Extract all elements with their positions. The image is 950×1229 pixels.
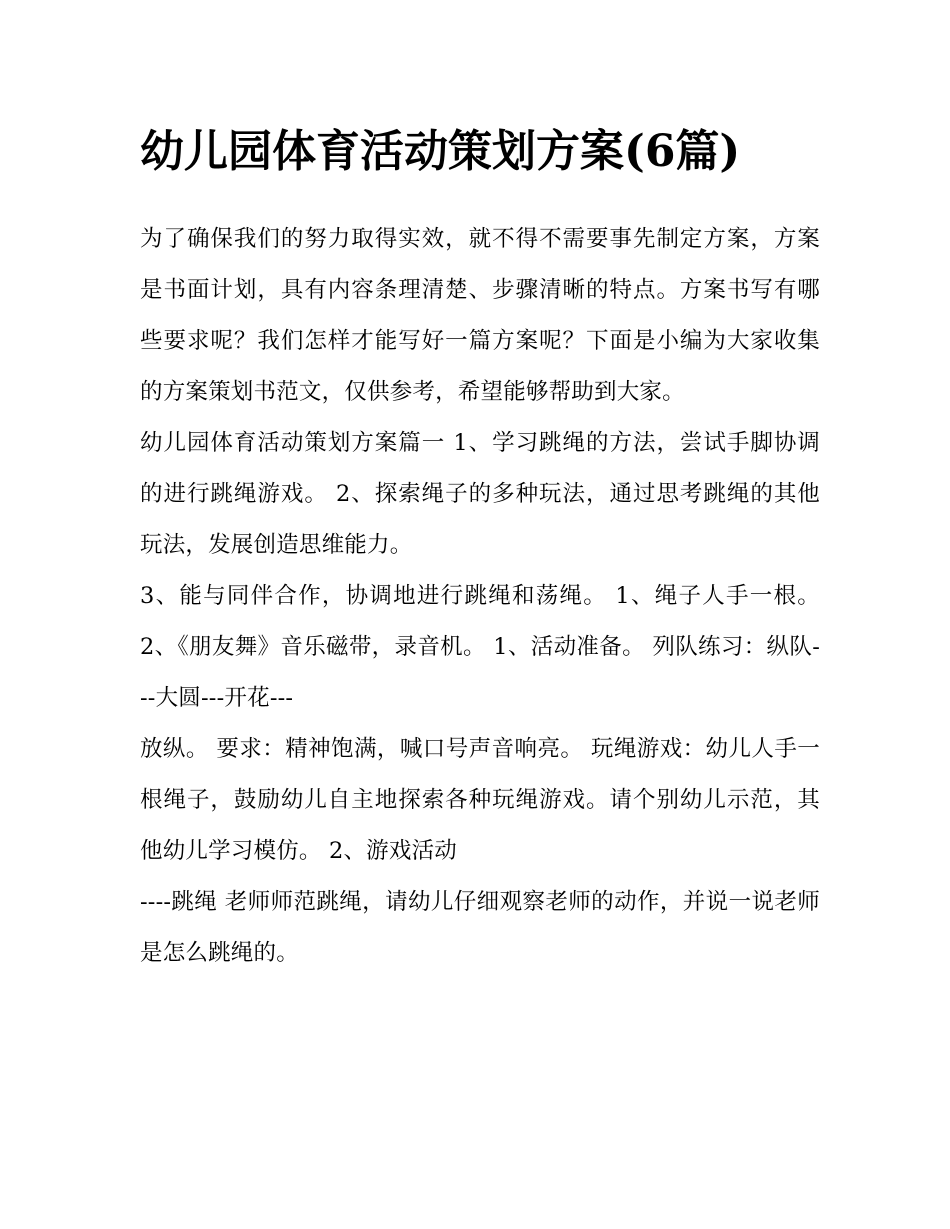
paragraph-jump-rope: ----跳绳 老师师范跳绳，请幼儿仔细观察老师的动作，并说一说老师是怎么跳绳的。 bbox=[140, 889, 820, 966]
paragraph-preparation: 3、能与同伴合作，协调地进行跳绳和荡绳。 1、绳子人手一根。 2、《朋友舞》音乐磁带，录音机。 1、活动准备。 列队练习：纵队---大圆---开花--- bbox=[140, 583, 820, 711]
paragraph-activity: 放纵。 要求：精神饱满，喊口号声音响亮。 玩绳游戏：幼儿人手一根绳子，鼓励幼儿自主地探索各种玩绳游戏。请个别幼儿示范，其他幼儿学习模仿。 2、游戏活动 bbox=[140, 736, 820, 864]
document-title: 幼儿园体育活动策划方案(6篇) bbox=[140, 126, 741, 177]
paragraph-goals: 幼儿园体育活动策划方案篇一 1、学习跳绳的方法，尝试手脚协调的进行跳绳游戏。 2、探索绳子的多种玩法，通过思考跳绳的其他玩法，发展创造思维能力。 bbox=[140, 430, 820, 558]
paragraph-intro: 为了确保我们的努力取得实效，就不得不需要事先制定方案，方案是书面计划，具有内容条理清楚、步骤清晰的特点。方案书写有哪些要求呢？我们怎样才能写好一篇方案呢？下面是小编为大家收集的方案策划书范文，仅供参考，希望能够帮助到大家。 bbox=[140, 226, 820, 405]
document-body bbox=[140, 118, 820, 979]
